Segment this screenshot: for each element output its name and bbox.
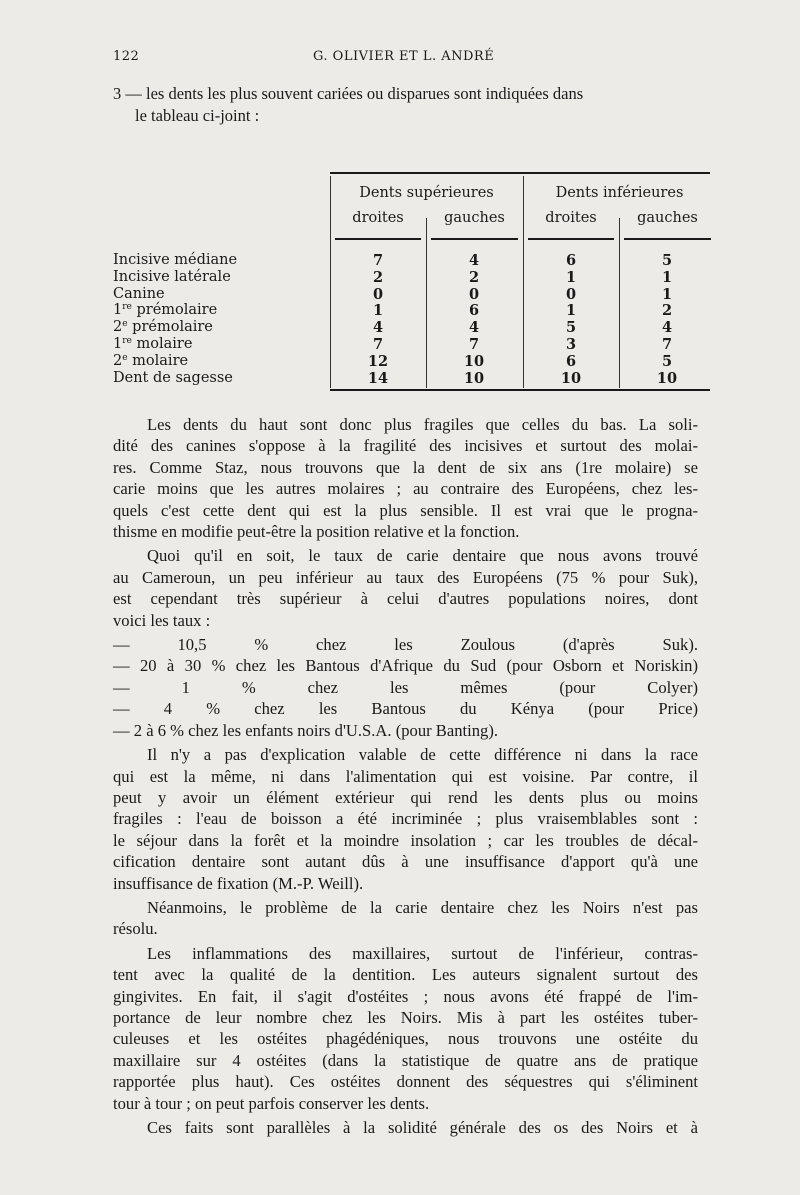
- tooth-name: Dent de sagesse: [113, 369, 233, 386]
- text-line: carie moins que les autres molaires ; au contraire des Européens, chez les-: [113, 479, 698, 499]
- ordinal-number: 2: [113, 319, 123, 336]
- tooth-name: molaire: [131, 336, 193, 352]
- table-top-rule: [330, 172, 710, 174]
- tooth-name: prémolaire: [131, 302, 218, 319]
- table-bottom-rule: [330, 389, 710, 391]
- table-cell: 6: [468, 302, 480, 320]
- group-header-upper: Dents supérieures: [359, 185, 494, 201]
- text-line: thisme en modifie peut-être la position relative et la fonction.: [113, 522, 520, 542]
- ordinal-number: 1: [113, 302, 123, 319]
- header-rule: [624, 238, 711, 240]
- paragraph: [113, 897, 698, 940]
- page-number: 122: [113, 49, 140, 64]
- table-cell: 10: [560, 369, 582, 387]
- text-line: résolu.: [113, 919, 158, 939]
- header-rule: [335, 238, 421, 240]
- tooth-name: molaire: [127, 352, 189, 369]
- text-line: res. Comme Staz, nous trouvons que la dent de six ans (1re molaire) se: [113, 457, 698, 477]
- text-line: — 20 à 30 % chez les Bantous d'Afrique du Sud (pour Osborn et Noriskin): [113, 656, 698, 676]
- table-cell: 1: [565, 268, 577, 286]
- paragraph: [113, 634, 698, 741]
- text-line: Ces faits sont parallèles à la solidité générale des os des Noirs et à: [147, 1118, 698, 1137]
- table-cell: 5: [661, 252, 673, 269]
- row-label: [113, 336, 192, 352]
- table-cell: 4: [468, 252, 480, 269]
- paragraph: [113, 744, 698, 894]
- table-cell: 1: [661, 285, 673, 303]
- sub-header: gauches: [637, 210, 698, 226]
- text-line: au Cameroun, un peu inférieur au taux des Européens (75 % pour Suk),: [113, 567, 698, 587]
- text-line: voici les taux :: [113, 610, 211, 630]
- table-cell: 0: [372, 285, 384, 303]
- table-cell: 1: [565, 302, 577, 320]
- text-line: fragiles : l'eau de boisson a été incriminée ; plus vraisemblables sont :: [113, 809, 698, 829]
- text-line: Quoi qu'il en soit, le taux de carie dentaire que nous avons trouvé: [147, 546, 698, 566]
- ordinal-suffix: re: [122, 336, 132, 346]
- paragraph: [113, 545, 698, 631]
- table-cell: 4: [372, 319, 384, 337]
- intro-line-1: 3 — les dents les plus souvent cariées ou disparues sont indiquées dans: [113, 84, 584, 103]
- table-divider: [523, 176, 524, 388]
- text-line: tent avec la qualité de la dentition. Les auteurs signalent surtout des: [113, 965, 698, 985]
- table-cell: 1: [661, 268, 673, 286]
- paragraph: [113, 943, 698, 1114]
- tooth-name: prémolaire: [127, 319, 213, 336]
- table-cell: 2: [468, 268, 480, 286]
- header-rule: [431, 238, 518, 240]
- tooth-name: Canine: [113, 285, 165, 302]
- text-line: gingivites. En fait, il s'agit d'ostéites ; nous avons été frappé de l'im-: [113, 986, 698, 1006]
- sub-header: droites: [545, 210, 597, 226]
- intro-line-2: le tableau ci-joint :: [135, 106, 260, 125]
- text-line: portance de leur nombre chez les Noirs. Mis à part les ostéites tuber-: [113, 1007, 698, 1027]
- table-cell: 4: [661, 319, 673, 337]
- text-line: Les dents du haut sont donc plus fragiles que celles du bas. La soli-: [147, 415, 698, 434]
- running-title: G. OLIVIER ET L. ANDRÉ: [313, 49, 495, 64]
- ordinal-suffix: re: [122, 302, 132, 313]
- table-cell: 5: [661, 352, 673, 370]
- ordinal-number: 2: [113, 352, 123, 369]
- text-line: culeuses et les ostéites phagédéniques, nous trouvons une ostéite du: [113, 1029, 698, 1049]
- text-line: qui est la même, ni dans l'alimentation qui est voisine. Par contre, il: [113, 766, 698, 786]
- text-line: le séjour dans la forêt et la moindre insolation ; car les troubles de décal-: [113, 830, 698, 850]
- table-cell: 10: [656, 369, 678, 387]
- ordinal-suffix: e: [122, 352, 128, 363]
- table-divider: [619, 218, 620, 388]
- row-label: [113, 370, 233, 386]
- table-cell: 3: [565, 336, 577, 353]
- table-cell: 12: [367, 352, 389, 370]
- table-cell: 0: [565, 285, 577, 303]
- row-label: [113, 353, 188, 369]
- table-cell: 2: [372, 268, 384, 286]
- table-cell: 7: [372, 336, 384, 353]
- row-label: [113, 302, 217, 318]
- text-line: cification dentaire sont autant dûs à une insuffisance d'apport qu'à une: [113, 852, 698, 872]
- group-header-lower: Dents inférieures: [555, 185, 684, 201]
- text-line: quels c'est cette dent qui est la plus sensible. Il est vrai que le progna-: [113, 500, 698, 520]
- table-cell: 6: [565, 252, 577, 269]
- text-line: — 4 % chez les Bantous du Kénya (pour Price): [113, 699, 698, 719]
- paragraph: [113, 414, 698, 542]
- table-cell: 5: [565, 319, 577, 337]
- table-cell: 14: [367, 369, 389, 387]
- table-cell: 4: [468, 319, 480, 337]
- body-text: [113, 414, 698, 1138]
- table-cell: 2: [661, 302, 673, 320]
- text-line: Néanmoins, le problème de la carie dentaire chez les Noirs n'est pas: [147, 897, 698, 917]
- table-cell: 7: [661, 336, 673, 353]
- header-rule: [528, 238, 614, 240]
- text-line: est cependant très supérieur à celui d'autres populations noires, dont: [113, 589, 698, 609]
- table-cell: 1: [372, 302, 384, 320]
- ordinal-number: 1: [113, 336, 123, 352]
- table-cell: 7: [468, 336, 480, 353]
- row-label: [113, 286, 165, 302]
- table-divider: [330, 176, 331, 388]
- sub-header: droites: [352, 210, 404, 226]
- table-cell: 10: [463, 369, 485, 387]
- paragraph: [113, 1117, 698, 1138]
- tooth-name: Incisive médiane: [113, 252, 238, 268]
- text-line: — 2 à 6 % chez les enfants noirs d'U.S.A. (pour Banting).: [113, 720, 499, 740]
- table-cell: 6: [565, 352, 577, 370]
- table-cell: 10: [463, 352, 485, 370]
- text-line: — 1 % chez les mêmes (pour Colyer): [113, 677, 698, 697]
- text-line: — 10,5 % chez les Zoulous (d'après Suk).: [113, 635, 698, 655]
- text-line: Il n'y a pas d'explication valable de cette différence ni dans la race: [147, 745, 698, 765]
- sub-header: gauches: [444, 210, 505, 226]
- text-line: insuffisance de fixation (M.-P. Weill).: [113, 873, 364, 893]
- text-line: rapportée plus haut). Ces ostéites donnent des séquestres qui s'éliminent: [113, 1072, 698, 1092]
- text-line: maxillaire sur 4 ostéites (dans la statistique de quatre ans de pratique: [113, 1050, 698, 1070]
- ordinal-suffix: e: [122, 319, 128, 330]
- row-label: [113, 319, 213, 335]
- row-label: [113, 252, 237, 268]
- text-line: peut y avoir un élément extérieur qui rend les dents plus ou moins: [113, 787, 698, 807]
- text-line: tour à tour ; on peut parfois conserver les dents.: [113, 1093, 430, 1113]
- text-line: Les inflammations des maxillaires, surtout de l'inférieur, contras-: [147, 943, 698, 963]
- table-divider: [426, 218, 427, 388]
- row-label: [113, 269, 231, 285]
- tooth-name: Incisive latérale: [113, 268, 231, 285]
- text-line: dité des canines s'oppose à la fragilité des incisives et surtout des molai-: [113, 436, 698, 456]
- table-cell: 0: [468, 285, 480, 303]
- table-cell: 7: [372, 252, 384, 269]
